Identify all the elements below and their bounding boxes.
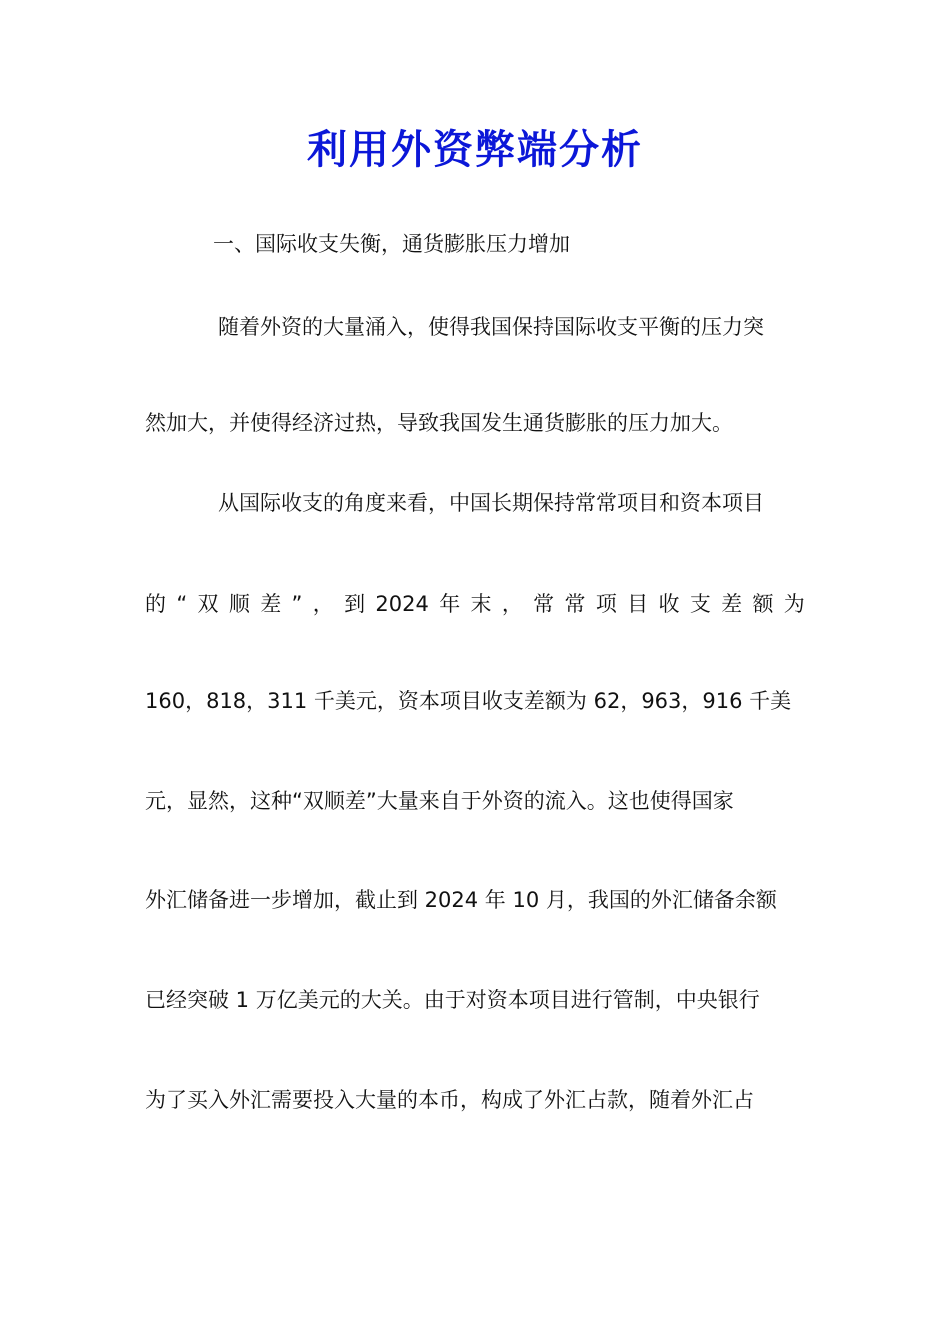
paragraph-line-6: 元，显然，这种“双顺差”大量来自于外资的流入。这也使得国家 xyxy=(145,789,734,813)
spread-token: “ xyxy=(176,592,188,616)
spread-token: 双 xyxy=(197,592,219,616)
spread-token: 项 xyxy=(595,592,617,616)
spread-token: 目 xyxy=(627,592,649,616)
spread-token: 2024 xyxy=(375,592,429,616)
document-title: 利用外资弊端分析 xyxy=(307,126,643,173)
paragraph-line-7: 外汇储备进一步增加，截止到 2024 年 10 月，我国的外汇储备余额 xyxy=(145,888,777,912)
spread-token: 支 xyxy=(689,592,711,616)
spread-token: 顺 xyxy=(228,592,250,616)
spread-token: 的 xyxy=(145,592,166,616)
spread-token: 差 xyxy=(721,592,743,616)
spread-token: 末 xyxy=(470,592,492,616)
paragraph-line-4 xyxy=(145,589,805,619)
paragraph-line-2: 然加大，并使得经济过热，导致我国发生通货膨胀的压力加大。 xyxy=(145,411,733,435)
paragraph-line-9: 为了买入外汇需要投入大量的本币，构成了外汇占款，随着外汇占 xyxy=(145,1088,754,1112)
spread-token: 常 xyxy=(564,592,586,616)
section-heading: 一、国际收支失衡，通货膨胀压力增加 xyxy=(213,232,570,256)
spread-token: 差 xyxy=(260,592,282,616)
spread-token: 年 xyxy=(439,592,461,616)
spread-token: 常 xyxy=(533,592,555,616)
spread-token: ， xyxy=(501,592,523,616)
spread-token: 到 xyxy=(344,592,366,616)
paragraph-line-1: 随着外资的大量涌入，使得我国保持国际收支平衡的压力突 xyxy=(218,315,764,339)
paragraph-line-3: 从国际收支的角度来看，中国长期保持常常项目和资本项目 xyxy=(218,491,764,515)
spread-token: ， xyxy=(312,592,334,616)
paragraph-line-5: 160，818，311 千美元，资本项目收支差额为 62，963，916 千美 xyxy=(145,689,792,713)
paragraph-line-8: 已经突破 1 万亿美元的大关。由于对资本项目进行管制，中央银行 xyxy=(145,988,760,1012)
spread-token: ” xyxy=(291,592,303,616)
spread-token: 额 xyxy=(752,592,774,616)
spread-token: 为 xyxy=(783,592,805,616)
spread-token: 收 xyxy=(658,592,680,616)
